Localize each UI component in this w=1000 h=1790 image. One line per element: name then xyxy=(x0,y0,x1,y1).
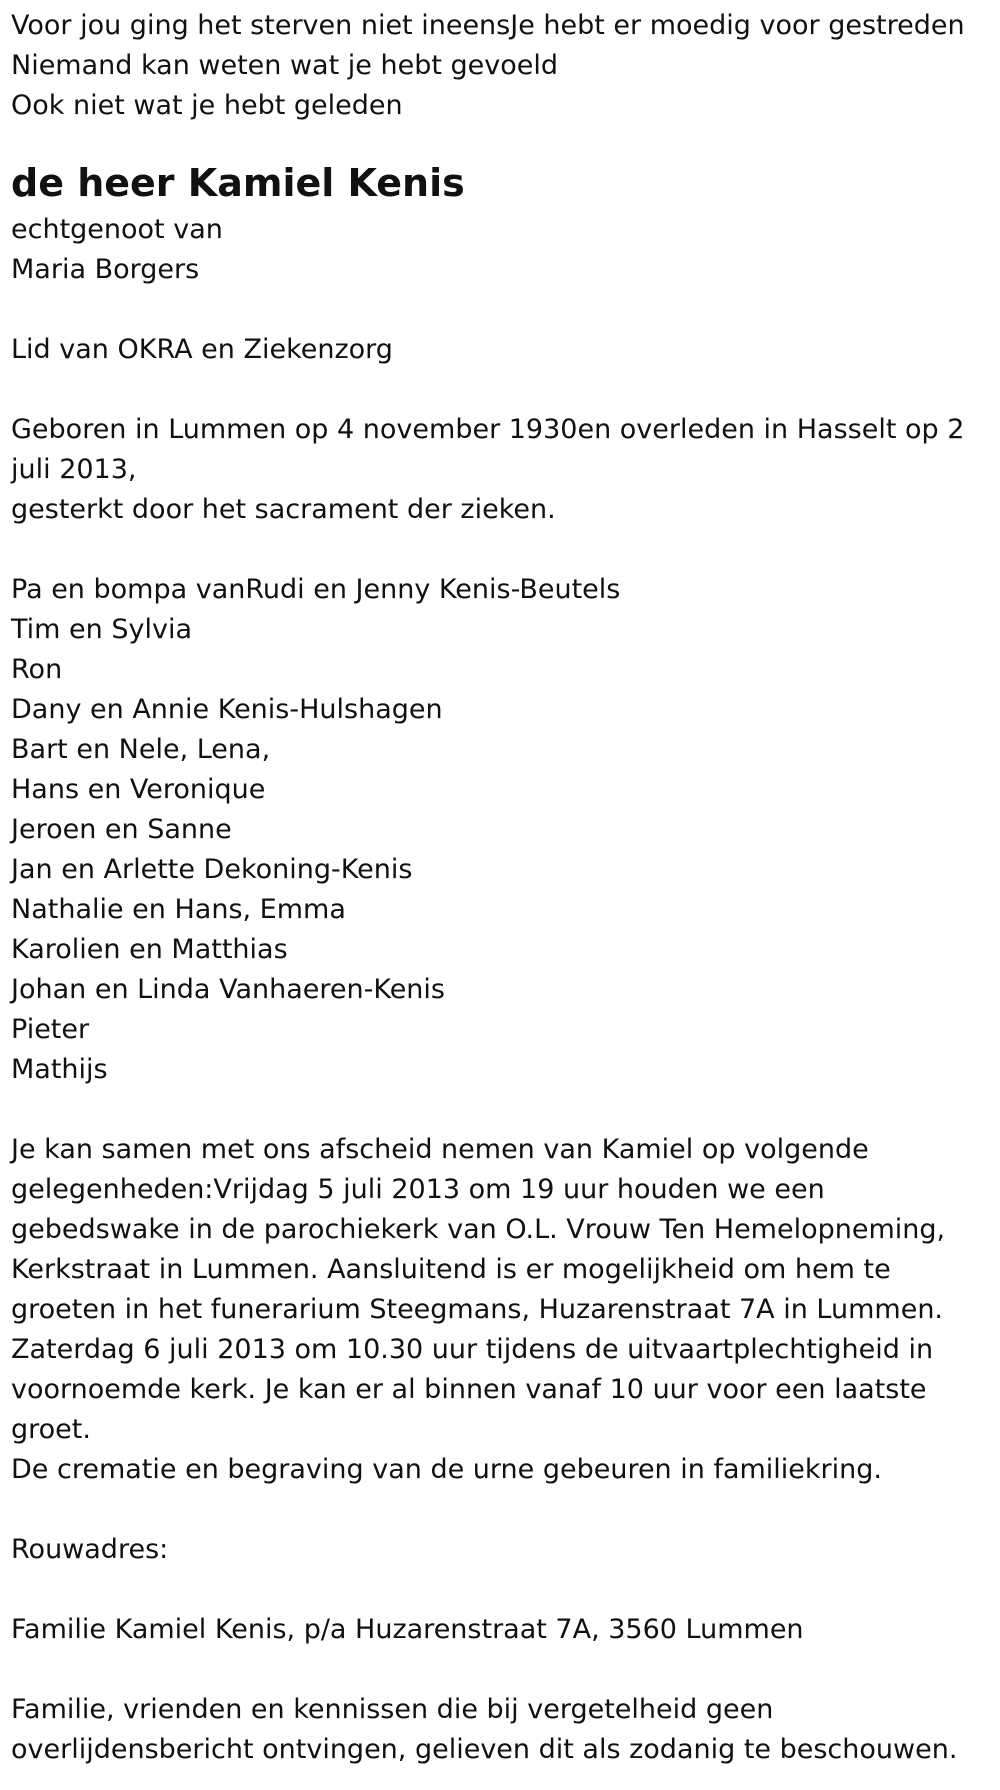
poem-line: Voor jou ging het sterven niet ineensJe hebt er moedig voor gestreden xyxy=(11,10,965,41)
spacer xyxy=(11,1090,986,1130)
family-item: Jeroen en Sanne xyxy=(11,814,232,845)
spacer xyxy=(11,1490,986,1530)
birth-death-block xyxy=(11,410,986,530)
family-item: Pa en bompa vanRudi en Jenny Kenis-Beutels xyxy=(11,574,621,605)
spacer xyxy=(11,530,986,570)
family-item: Johan en Linda Vanhaeren-Kenis xyxy=(11,974,445,1005)
family-item: Mathijs xyxy=(11,1054,108,1085)
family-list xyxy=(11,570,986,1090)
family-item: Jan en Arlette Dekoning-Kenis xyxy=(11,854,413,885)
family-item: Tim en Sylvia xyxy=(11,614,192,645)
family-item: Dany en Annie Kenis-Hulshagen xyxy=(11,694,443,725)
spacer xyxy=(11,290,986,330)
deceased-name: de heer Kamiel Kenis xyxy=(11,161,465,205)
farewell-block xyxy=(11,1130,986,1490)
farewell-paragraph: De crematie en begraving van de urne gebeuren in familiekring. xyxy=(11,1454,882,1485)
spouse-block xyxy=(11,210,986,290)
family-item: Bart en Nele, Lena, xyxy=(11,734,271,765)
farewell-paragraph: Je kan samen met ons afscheid nemen van Kamiel op volgende gelegenheden:Vrijdag 5 juli 2013 om 19 uur houden we een gebedswake in de parochiekerk van O.L. Vrouw Ten Hemelopneming, Kerkstraat in Lummen. Aansluitend is er mogelijkheid om hem te groeten in het funerarium Steegmans, Huzarenstraat 7A in Lummen. xyxy=(11,1134,954,1325)
poem-line: Ook niet wat je hebt geleden xyxy=(11,90,403,121)
farewell-paragraph: Zaterdag 6 juli 2013 om 10.30 uur tijdens de uitvaartplechtigheid in voornoemde kerk. Je kan er al binnen vanaf 10 uur voor een laatste groet. xyxy=(11,1334,942,1445)
spacer xyxy=(11,370,986,410)
family-item: Nathalie en Hans, Emma xyxy=(11,894,346,925)
spouse-name: Maria Borgers xyxy=(11,254,200,285)
spouse-label: echtgenoot van xyxy=(11,214,223,245)
sacrament-line: gesterkt door het sacrament der zieken. xyxy=(11,494,556,525)
family-item: Karolien en Matthias xyxy=(11,934,288,965)
family-item: Hans en Veronique xyxy=(11,774,266,805)
mourning-address: Familie Kamiel Kenis, p/a Huzarenstraat 7A, 3560 Lummen xyxy=(11,1614,804,1645)
family-item: Pieter xyxy=(11,1014,90,1045)
membership: Lid van OKRA en Ziekenzorg xyxy=(11,334,393,365)
spacer xyxy=(11,1650,986,1690)
family-item: Ron xyxy=(11,654,63,685)
closing-note: Familie, vrienden en kennissen die bij vergetelheid geen overlijdensbericht ontvingen, gelieven dit als zodanig te beschouwen. xyxy=(11,1694,958,1765)
poem xyxy=(11,6,986,126)
poem-line: Niemand kan weten wat je hebt gevoeld xyxy=(11,50,559,81)
birth-death-line: Geboren in Lummen op 4 november 1930en overleden in Hasselt op 2 juli 2013, xyxy=(11,414,974,485)
spacer xyxy=(11,1570,986,1610)
address-label: Rouwadres: xyxy=(11,1534,169,1565)
